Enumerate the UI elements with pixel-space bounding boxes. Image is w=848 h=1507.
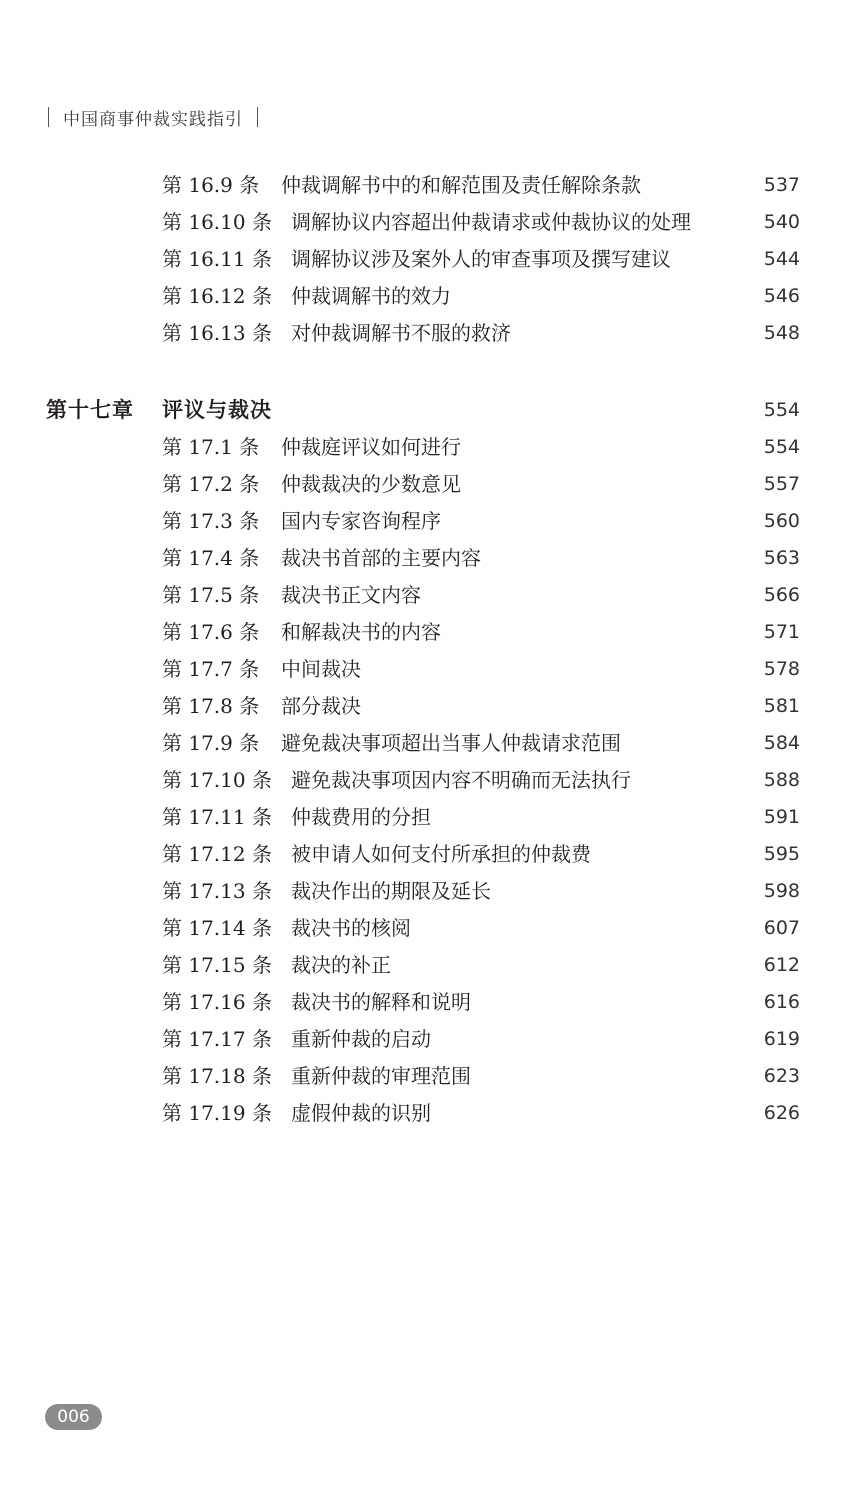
article-title: 被申请人如何支付所承担的仲裁费: [291, 842, 591, 866]
page-ref: 546: [763, 285, 800, 307]
article-number: 第 17.12 条: [162, 842, 272, 866]
article-number: 第 17.2 条: [162, 472, 260, 496]
article-title: 虚假仲裁的识别: [291, 1101, 431, 1125]
toc-entry[interactable]: [0, 244, 848, 274]
toc-entry[interactable]: [0, 913, 848, 943]
article-number: 第 16.11 条: [162, 247, 272, 271]
page-ref: 578: [763, 658, 800, 680]
article-title: 仲裁庭评议如何进行: [281, 435, 461, 459]
toc-entry[interactable]: [0, 876, 848, 906]
page-ref: 591: [763, 806, 800, 828]
page-ref: 560: [763, 510, 800, 532]
toc-entry[interactable]: [0, 506, 848, 536]
article-title: 避免裁决事项超出当事人仲裁请求范围: [281, 731, 621, 755]
page-ref: 595: [763, 843, 800, 865]
toc-entry[interactable]: [0, 469, 848, 499]
article-title: 裁决书正文内容: [281, 583, 421, 607]
page-ref: 581: [763, 695, 800, 717]
toc-entry[interactable]: [0, 950, 848, 980]
toc-entry[interactable]: [0, 207, 848, 237]
toc-entry[interactable]: [0, 318, 848, 348]
article-number: 第 17.11 条: [162, 805, 272, 829]
toc-entry[interactable]: [0, 281, 848, 311]
toc-entry[interactable]: [0, 728, 848, 758]
article-number: 第 17.13 条: [162, 879, 272, 903]
article-title: 裁决书首部的主要内容: [281, 546, 481, 570]
article-title: 裁决的补正: [291, 953, 391, 977]
page-ref: 598: [763, 880, 800, 902]
article-number: 第 16.12 条: [162, 284, 272, 308]
article-title: 裁决作出的期限及延长: [291, 879, 491, 903]
page-ref: 540: [763, 211, 800, 233]
page-ref: 619: [763, 1028, 800, 1050]
page-ref: 554: [763, 436, 800, 458]
header-divider-right: [257, 107, 258, 127]
article-title: 调解协议内容超出仲裁请求或仲裁协议的处理: [291, 210, 691, 234]
running-header: [48, 104, 258, 130]
page-ref: 607: [763, 917, 800, 939]
page-ref: 584: [763, 732, 800, 754]
toc-entry[interactable]: [0, 765, 848, 795]
article-title: 避免裁决事项因内容不明确而无法执行: [291, 768, 631, 792]
article-title: 仲裁调解书的效力: [291, 284, 451, 308]
page-ref: 544: [763, 248, 800, 270]
page-ref: 548: [763, 322, 800, 344]
page-ref: 626: [763, 1102, 800, 1124]
page-ref: 566: [763, 584, 800, 606]
toc-entry[interactable]: [0, 617, 848, 647]
article-number: 第 17.4 条: [162, 546, 260, 570]
toc-entry[interactable]: [0, 543, 848, 573]
article-number: 第 16.10 条: [162, 210, 272, 234]
article-number: 第 17.18 条: [162, 1064, 272, 1088]
toc-entry[interactable]: [0, 839, 848, 869]
toc-entry[interactable]: [0, 1024, 848, 1054]
article-title: 调解协议涉及案外人的审查事项及撰写建议: [291, 247, 671, 271]
article-title: 仲裁裁决的少数意见: [281, 472, 461, 496]
toc-entry[interactable]: [0, 654, 848, 684]
article-number: 第 17.3 条: [162, 509, 260, 533]
page-ref: 554: [763, 399, 800, 421]
chapter-title: 评议与裁决: [162, 398, 272, 422]
article-number: 第 17.9 条: [162, 731, 260, 755]
header-divider-left: [48, 107, 49, 127]
toc-entry[interactable]: [0, 987, 848, 1017]
page-ref: 612: [763, 954, 800, 976]
toc-entry[interactable]: [0, 802, 848, 832]
article-number: 第 17.8 条: [162, 694, 260, 718]
article-number: 第 17.6 条: [162, 620, 260, 644]
article-number: 第 17.10 条: [162, 768, 272, 792]
article-title: 对仲裁调解书不服的救济: [291, 321, 511, 345]
article-title: 裁决书的解释和说明: [291, 990, 471, 1014]
page-ref: 623: [763, 1065, 800, 1087]
article-title: 仲裁费用的分担: [291, 805, 431, 829]
toc-entry[interactable]: [0, 1098, 848, 1128]
toc-entry[interactable]: [0, 432, 848, 462]
article-number: 第 16.9 条: [162, 173, 260, 197]
chapter-heading[interactable]: [0, 395, 848, 425]
book-title: 中国商事仲裁实践指引: [63, 109, 243, 130]
article-number: 第 17.16 条: [162, 990, 272, 1014]
toc-entry[interactable]: [0, 691, 848, 721]
article-title: 国内专家咨询程序: [281, 509, 441, 533]
chapter-number: 第十七章: [46, 398, 134, 422]
page-ref: 571: [763, 621, 800, 643]
article-number: 第 17.5 条: [162, 583, 260, 607]
article-title: 和解裁决书的内容: [281, 620, 441, 644]
article-number: 第 17.15 条: [162, 953, 272, 977]
article-title: 中间裁决: [281, 657, 361, 681]
page-ref: 616: [763, 991, 800, 1013]
toc-entry[interactable]: [0, 170, 848, 200]
toc-entry[interactable]: [0, 580, 848, 610]
page-number-badge: 006: [45, 1404, 102, 1430]
page-ref: 557: [763, 473, 800, 495]
article-number: 第 17.19 条: [162, 1101, 272, 1125]
article-number: 第 17.17 条: [162, 1027, 272, 1051]
article-number: 第 17.7 条: [162, 657, 260, 681]
page-ref: 563: [763, 547, 800, 569]
page-ref: 537: [763, 174, 800, 196]
page-ref: 588: [763, 769, 800, 791]
article-number: 第 16.13 条: [162, 321, 272, 345]
article-title: 重新仲裁的启动: [291, 1027, 431, 1051]
article-title: 部分裁决: [281, 694, 361, 718]
article-number: 第 17.14 条: [162, 916, 272, 940]
article-title: 重新仲裁的审理范围: [291, 1064, 471, 1088]
article-number: 第 17.1 条: [162, 435, 260, 459]
article-title: 裁决书的核阅: [291, 916, 411, 940]
toc-entry[interactable]: [0, 1061, 848, 1091]
article-title: 仲裁调解书中的和解范围及责任解除条款: [281, 173, 641, 197]
